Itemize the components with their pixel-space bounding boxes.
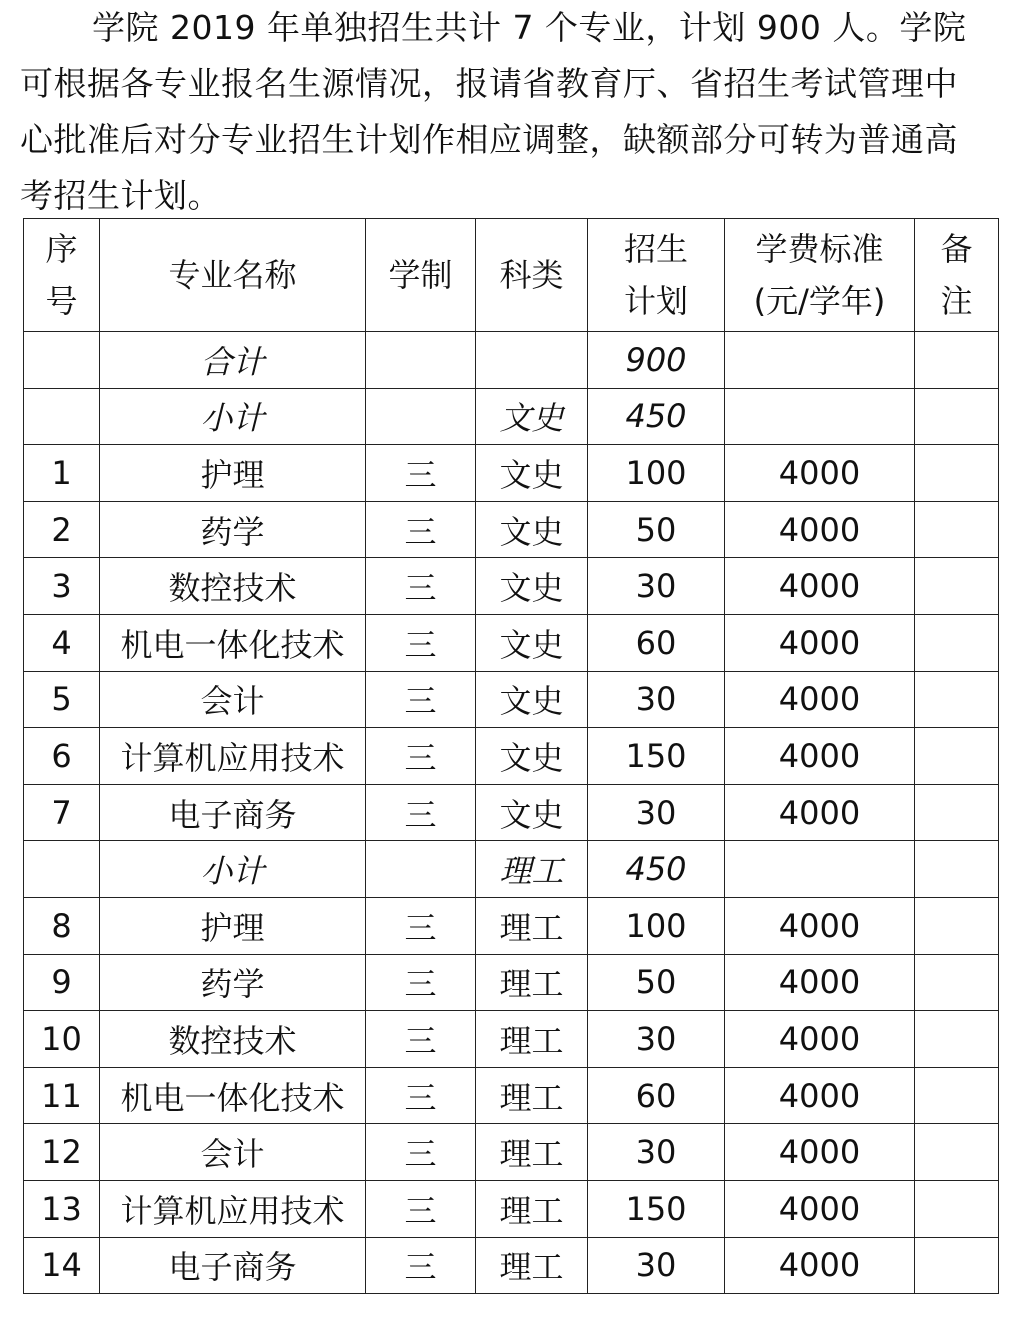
row-category: 理工 — [476, 1011, 588, 1068]
table-row — [24, 614, 999, 671]
row-system: 三 — [366, 501, 476, 558]
header-seq — [24, 219, 100, 332]
row-system: 三 — [366, 445, 476, 502]
row-system: 三 — [366, 614, 476, 671]
table-row — [24, 501, 999, 558]
row-note — [915, 897, 999, 954]
table-row — [24, 1011, 999, 1068]
enrollment-plan-table — [23, 218, 999, 1294]
row-system: 三 — [366, 671, 476, 728]
row-plan: 30 — [588, 1124, 725, 1181]
row-note — [915, 1237, 999, 1294]
row-note — [915, 671, 999, 728]
row-category: 文史 — [476, 728, 588, 785]
row-major-name: 计算机应用技术 — [100, 1180, 366, 1237]
row-system: 三 — [366, 1237, 476, 1294]
row-seq: 9 — [24, 954, 100, 1011]
subtotal-plan: 450 — [588, 841, 725, 898]
row-note — [915, 501, 999, 558]
row-fee: 4000 — [725, 728, 915, 785]
row-major-name: 护理 — [100, 897, 366, 954]
header-seq-line2: 号 — [45, 282, 78, 320]
table-row — [24, 558, 999, 615]
row-major-name: 会计 — [100, 1124, 366, 1181]
row-note — [915, 1067, 999, 1124]
row-fee: 4000 — [725, 1124, 915, 1181]
subtotal-category: 文史 — [476, 388, 588, 445]
row-fee: 4000 — [725, 558, 915, 615]
row-category: 理工 — [476, 954, 588, 1011]
total-plan: 900 — [588, 332, 725, 389]
row-system: 三 — [366, 1124, 476, 1181]
intro-paragraph — [20, 0, 1010, 224]
row-fee: 4000 — [725, 1011, 915, 1068]
row-system: 三 — [366, 1011, 476, 1068]
header-system: 学制 — [366, 219, 476, 332]
table-row — [24, 784, 999, 841]
row-plan: 60 — [588, 1067, 725, 1124]
row-major-name: 机电一体化技术 — [100, 1067, 366, 1124]
row-fee: 4000 — [725, 445, 915, 502]
row-note — [915, 1180, 999, 1237]
subtotal-note — [915, 841, 999, 898]
row-system: 三 — [366, 784, 476, 841]
header-plan-line2: 计划 — [623, 282, 688, 320]
total-seq — [24, 332, 100, 389]
row-seq: 12 — [24, 1124, 100, 1181]
row-system: 三 — [366, 897, 476, 954]
row-fee: 4000 — [725, 784, 915, 841]
subtotal-category: 理工 — [476, 841, 588, 898]
header-note — [915, 219, 999, 332]
subtotal-label: 小计 — [100, 388, 366, 445]
row-major-name: 机电一体化技术 — [100, 614, 366, 671]
row-major-name: 电子商务 — [100, 784, 366, 841]
row-major-name: 计算机应用技术 — [100, 728, 366, 785]
header-note-line1: 备 — [940, 230, 973, 268]
row-seq: 13 — [24, 1180, 100, 1237]
header-plan-line1: 招生 — [623, 230, 688, 268]
row-system: 三 — [366, 954, 476, 1011]
table-row — [24, 897, 999, 954]
intro-line: 心批准后对分专业招生计划作相应调整，缺额部分可转为普通高 — [20, 120, 958, 159]
row-category: 文史 — [476, 501, 588, 558]
row-seq: 3 — [24, 558, 100, 615]
row-major-name: 数控技术 — [100, 558, 366, 615]
row-category: 理工 — [476, 1124, 588, 1181]
row-seq: 10 — [24, 1011, 100, 1068]
row-plan: 60 — [588, 614, 725, 671]
row-note — [915, 728, 999, 785]
header-name: 专业名称 — [100, 219, 366, 332]
row-system: 三 — [366, 728, 476, 785]
total-category — [476, 332, 588, 389]
row-note — [915, 445, 999, 502]
header-row — [24, 219, 999, 332]
row-fee: 4000 — [725, 1180, 915, 1237]
row-seq: 6 — [24, 728, 100, 785]
row-system: 三 — [366, 1180, 476, 1237]
row-category: 文史 — [476, 558, 588, 615]
header-seq-line1: 序 — [45, 230, 78, 268]
row-plan: 30 — [588, 558, 725, 615]
header-fee-line2: (元/学年) — [753, 282, 886, 320]
table-row — [24, 1124, 999, 1181]
row-fee: 4000 — [725, 1237, 915, 1294]
row-major-name: 药学 — [100, 501, 366, 558]
row-category: 理工 — [476, 897, 588, 954]
header-note-line2: 注 — [940, 282, 973, 320]
row-category: 文史 — [476, 671, 588, 728]
row-category: 文史 — [476, 614, 588, 671]
header-fee — [725, 219, 915, 332]
subtotal-system — [366, 841, 476, 898]
row-plan: 150 — [588, 728, 725, 785]
intro-line: 考招生计划。 — [20, 176, 221, 215]
intro-line: 可根据各专业报名生源情况，报请省教育厅、省招生考试管理中 — [20, 64, 958, 103]
row-plan: 50 — [588, 954, 725, 1011]
subtotal-seq — [24, 388, 100, 445]
table-header — [24, 219, 999, 332]
row-plan: 50 — [588, 501, 725, 558]
table-row — [24, 445, 999, 502]
header-category: 科类 — [476, 219, 588, 332]
row-seq: 5 — [24, 671, 100, 728]
row-major-name: 会计 — [100, 671, 366, 728]
row-seq: 1 — [24, 445, 100, 502]
row-category: 文史 — [476, 784, 588, 841]
intro-line: 学院 2019 年单独招生共计 7 个专业，计划 900 人。学院 — [92, 8, 967, 47]
subtotal-system — [366, 388, 476, 445]
row-plan: 100 — [588, 897, 725, 954]
row-plan: 150 — [588, 1180, 725, 1237]
table-row — [24, 728, 999, 785]
header-plan — [588, 219, 725, 332]
total-fee — [725, 332, 915, 389]
row-system: 三 — [366, 558, 476, 615]
row-note — [915, 1124, 999, 1181]
row-note — [915, 954, 999, 1011]
row-fee: 4000 — [725, 614, 915, 671]
row-major-name: 电子商务 — [100, 1237, 366, 1294]
row-seq: 8 — [24, 897, 100, 954]
table-body — [24, 332, 999, 1294]
subtotal-note — [915, 388, 999, 445]
row-major-name: 药学 — [100, 954, 366, 1011]
row-category: 理工 — [476, 1237, 588, 1294]
subtotal-seq — [24, 841, 100, 898]
row-seq: 4 — [24, 614, 100, 671]
subtotal-row — [24, 388, 999, 445]
header-fee-line1: 学费标准 — [755, 230, 884, 268]
subtotal-row — [24, 841, 999, 898]
table-row — [24, 954, 999, 1011]
row-major-name: 数控技术 — [100, 1011, 366, 1068]
row-category: 理工 — [476, 1180, 588, 1237]
total-system — [366, 332, 476, 389]
total-label: 合计 — [100, 332, 366, 389]
row-seq: 2 — [24, 501, 100, 558]
subtotal-fee — [725, 841, 915, 898]
total-row — [24, 332, 999, 389]
row-note — [915, 614, 999, 671]
row-note — [915, 784, 999, 841]
row-plan: 100 — [588, 445, 725, 502]
row-fee: 4000 — [725, 501, 915, 558]
row-plan: 30 — [588, 1011, 725, 1068]
subtotal-label: 小计 — [100, 841, 366, 898]
row-note — [915, 558, 999, 615]
table-row — [24, 1067, 999, 1124]
row-plan: 30 — [588, 671, 725, 728]
row-category: 理工 — [476, 1067, 588, 1124]
row-seq: 14 — [24, 1237, 100, 1294]
row-major-name: 护理 — [100, 445, 366, 502]
row-fee: 4000 — [725, 954, 915, 1011]
table-row — [24, 1180, 999, 1237]
row-plan: 30 — [588, 1237, 725, 1294]
row-category: 文史 — [476, 445, 588, 502]
table-row — [24, 1237, 999, 1294]
row-fee: 4000 — [725, 897, 915, 954]
total-note — [915, 332, 999, 389]
subtotal-plan: 450 — [588, 388, 725, 445]
row-seq: 7 — [24, 784, 100, 841]
row-plan: 30 — [588, 784, 725, 841]
row-fee: 4000 — [725, 1067, 915, 1124]
table-row — [24, 671, 999, 728]
subtotal-fee — [725, 388, 915, 445]
row-fee: 4000 — [725, 671, 915, 728]
row-system: 三 — [366, 1067, 476, 1124]
row-seq: 11 — [24, 1067, 100, 1124]
row-note — [915, 1011, 999, 1068]
